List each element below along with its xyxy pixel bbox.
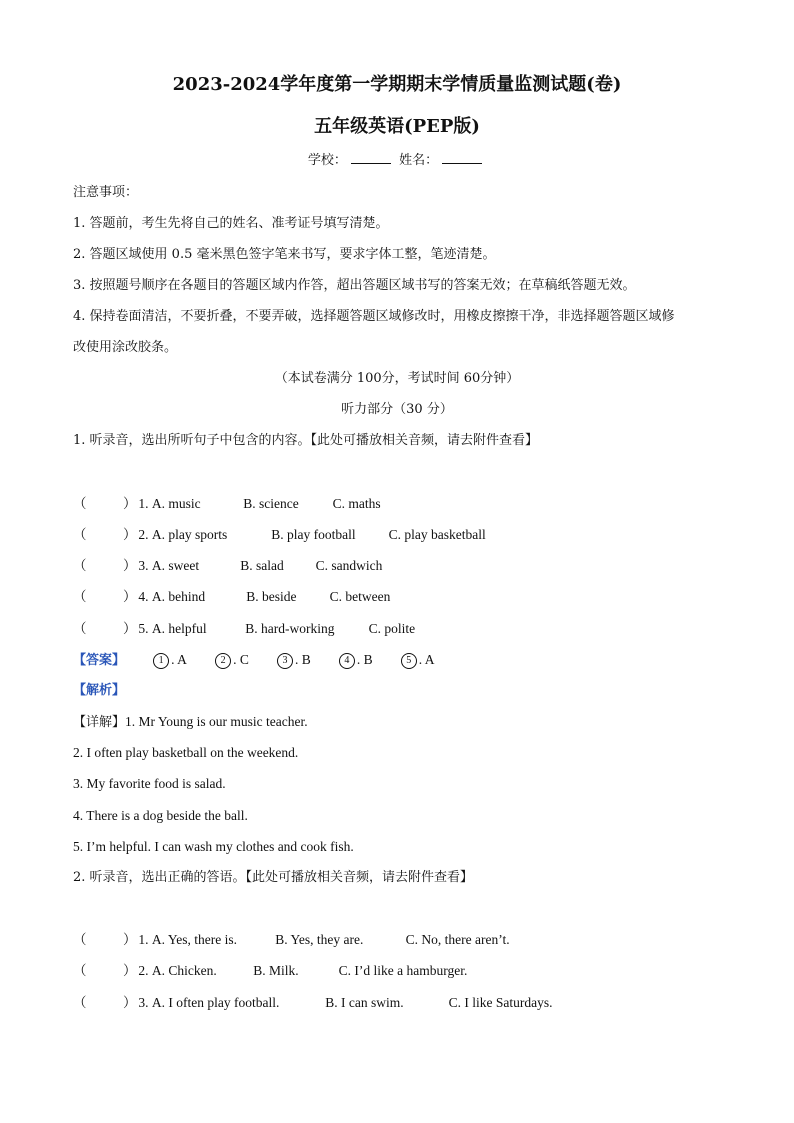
notice-item: 3. 按照题号顺序在各题目的答题区域内作答，超出答题区域书写的答案无效；在草稿纸答题无效。 [73,278,636,293]
notice-item: 1. 答题前，考生先将自己的姓名、准考证号填写清楚。 [73,216,389,231]
q1-item: （ ） 4. A. behind B. beside C. between [73,589,391,604]
option-b: B. beside [246,589,297,604]
option-a: A. behind [151,589,206,604]
notice-item: 4. 保持卷面清洁，不要折叠，不要弄破，选择题答题区域修改时，用橡皮擦擦干净，非选择题答题区域修 [73,309,675,324]
answer-item: 3 . B [277,651,311,669]
option-b: B. hard-working [245,621,335,636]
option-c: C. sandwich [315,558,383,573]
detail-tag: 【详解】 [73,715,126,730]
name-label: 姓名： [399,153,439,168]
detail-line: 4. There is a dog beside the ball. [73,808,248,823]
option-a: A. Chicken. [151,963,217,978]
answer-item: 4 . B [339,651,373,669]
option-c: C. I’d like a hamburger. [338,963,468,978]
option-a: A. helpful [151,621,207,636]
answer-paren[interactable]: （ ） [73,963,137,978]
q1-item: （ ） 1. A. music B. science C. maths [73,496,381,511]
analysis-tag: 【解析】 [73,683,126,698]
q1-item: （ ） 5. A. helpful B. hard-working C. polite [73,621,416,636]
exam-subtitle: 五年级英语(PEP版) [314,116,480,137]
option-b: B. play football [271,527,356,542]
answer-item: 5 . A [401,651,435,669]
option-a: A. sweet [151,558,200,573]
answer-paren[interactable]: （ ） [73,527,137,542]
q1-prompt: 1. 听录音，选出所听句子中包含的内容。【此处可播放相关音频，请去附件查看】 [73,433,539,448]
exam-title: 2023-2024学年度第一学期期末学情质量监测试题(卷) [172,74,622,95]
option-a: A. Yes, there is. [151,932,238,947]
option-b: B. I can swim. [325,995,404,1010]
option-b: B. science [243,496,299,511]
name-blank[interactable] [442,163,482,164]
answer-paren[interactable]: （ ） [73,558,137,573]
option-b: B. Yes, they are. [275,932,364,947]
section-title: 听力部分（30 分） [341,402,453,417]
q2-prompt: 2. 听录音，选出正确的答语。【此处可播放相关音频，请去附件查看】 [73,870,474,885]
option-b: B. salad [240,558,284,573]
school-label: 学校： [307,153,347,168]
answer-paren[interactable]: （ ） [73,496,137,511]
detail-line: 3. My favorite food is salad. [73,776,226,791]
answer-item: 2 . C [215,651,249,669]
notice-heading: 注意事项： [73,185,139,200]
detail-line: 【详解】1. Mr Young is our music teacher. [73,714,308,730]
answer-paren[interactable]: （ ） [73,589,137,604]
option-c: C. play basketball [388,527,486,542]
answer-line [73,651,435,670]
option-c: C. I like Saturdays. [448,995,553,1010]
q2-item: （ ） 1. A. Yes, there is. B. Yes, they are. C. No, there aren’t. [73,932,510,947]
option-c: C. polite [368,621,416,636]
q2-item: （ ） 2. A. Chicken. B. Milk. C. I’d like a hamburger. [73,963,468,978]
detail-line: 5. I’m helpful. I can wash my clothes and cook fish. [73,839,354,854]
option-a: A. music [151,496,201,511]
answer-paren[interactable]: （ ） [73,932,137,947]
answer-paren[interactable]: （ ） [73,621,137,636]
q1-item: （ ） 2. A. play sports B. play football C. play basketball [73,527,486,542]
notice-item: 2. 答题区域使用 0.5 毫米黑色签字笔来书写，要求字体工整，笔迹清楚。 [73,247,496,262]
answer-paren[interactable]: （ ） [73,995,137,1010]
option-a: A. I often play football. [151,995,280,1010]
option-b: B. Milk. [253,963,299,978]
notice-item: 改使用涂改胶条。 [73,340,178,355]
school-blank[interactable] [351,163,391,164]
option-c: C. No, there aren’t. [405,932,510,947]
exam-info: （本试卷满分 100分，考试时间 60分钟） [274,371,520,386]
option-c: C. maths [332,496,381,511]
detail-line: 2. I often play basketball on the weekend. [73,745,299,760]
q2-item: （ ） 3. A. I often play football. B. I can swim. C. I like Saturdays. [73,995,553,1010]
answer-tag: 【答案】 [73,653,126,668]
option-a: A. play sports [151,527,228,542]
answer-item: 1 . A [153,651,187,669]
q1-item: （ ） 3. A. sweet B. salad C. sandwich [73,558,383,573]
student-info [0,152,794,170]
option-c: C. between [329,589,391,604]
